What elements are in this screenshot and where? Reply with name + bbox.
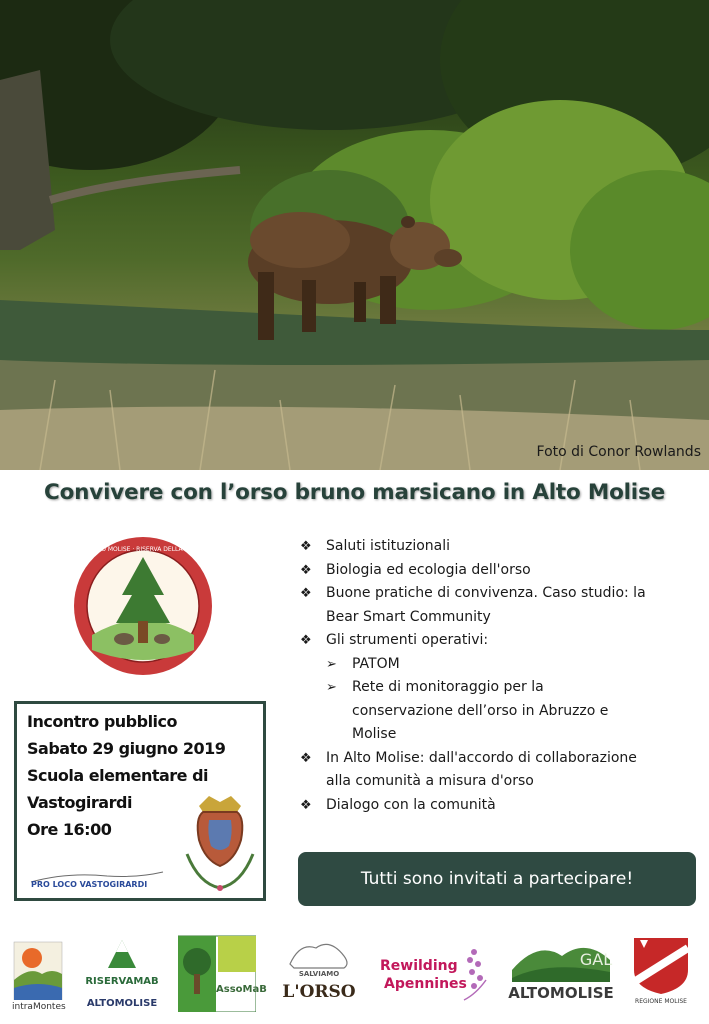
event-info-box — [14, 701, 266, 901]
agenda-item-text: Dialogo con la comunità — [326, 796, 496, 813]
proloco-text: PRO LOCO VASTOGIRARDI — [31, 880, 148, 889]
agenda-item — [300, 559, 531, 583]
arrow-bullet-icon: ➢ — [326, 680, 337, 695]
agenda-item — [300, 794, 496, 818]
rewilding-caption-bottom: Apennines — [384, 976, 467, 992]
riserva-mab-logo — [84, 934, 160, 1014]
gal-caption-top: GAL — [579, 950, 613, 969]
agenda-item — [300, 747, 637, 771]
photo-credit: Foto di Conor Rowlands — [536, 444, 701, 460]
info-line-type: Incontro pubblico — [27, 712, 178, 731]
info-line-date: Sabato 29 giugno 2019 — [27, 739, 226, 758]
agenda-subitem-continued: conservazione dell’orso in Abruzzo e — [352, 702, 609, 719]
regione-caption: REGIONE MOLISE — [635, 998, 687, 1005]
rewilding-caption-top: Rewilding — [380, 958, 458, 974]
invitation-banner: Tutti sono invitati a partecipare! — [298, 852, 696, 906]
rewilding-apennines-logo — [374, 934, 492, 1014]
riserva-caption-bottom: ALTOMOLISE — [86, 998, 158, 1009]
agenda-item — [300, 535, 450, 559]
agenda-item-text: Buone pratiche di convivenza. Caso studio: la — [326, 585, 646, 601]
assomab-caption: AssoMaB — [216, 984, 267, 995]
salviamo-caption-top: SALVIAMO — [298, 970, 340, 978]
salviamo-lorso-logo — [280, 934, 358, 1014]
bear-photo-illustration — [0, 0, 709, 470]
mab-seal-logo — [72, 535, 214, 677]
agenda-subitem — [326, 676, 544, 700]
diamond-bullet-icon: ❖ — [300, 797, 312, 813]
agenda-item-text: Saluti istituzionali — [326, 538, 451, 554]
intramontes-caption: intraMontes — [12, 1002, 66, 1012]
diamond-bullet-icon: ❖ — [300, 586, 312, 601]
page-title: Convivere con l’orso bruno marsicano in Alto Molise — [44, 480, 665, 505]
agenda-item — [300, 582, 646, 606]
assomab-logo — [178, 934, 267, 1014]
regione-molise-logo — [630, 934, 692, 1014]
diamond-bullet-icon: ❖ — [300, 750, 312, 766]
agenda-item-text: In Alto Molise: dall'accordo di collaborazione — [326, 749, 637, 766]
intramontes-logo — [12, 934, 64, 1014]
agenda-subitem-continued: Molise — [352, 726, 397, 742]
salviamo-caption-bottom: L'ORSO — [282, 982, 356, 1002]
agenda-item-continued: Bear Smart Community — [326, 608, 491, 625]
agenda-subitem — [326, 653, 400, 677]
agenda-item — [300, 629, 488, 653]
agenda-item-continued: alla comunità a misura d'orso — [326, 773, 534, 789]
arrow-bullet-icon: ➢ — [326, 656, 337, 672]
diamond-bullet-icon: ❖ — [300, 539, 312, 554]
agenda-subitem-text: Rete di monitoraggio per la — [352, 679, 544, 695]
info-line-place: Scuola elementare di — [27, 766, 209, 785]
info-line-town: Vastogirardi — [27, 793, 132, 812]
agenda-item-text: Biologia ed ecologia dell'orso — [326, 561, 531, 578]
diamond-bullet-icon: ❖ — [300, 562, 312, 578]
diamond-bullet-icon: ❖ — [300, 633, 312, 648]
agenda-item-text: Gli strumenti operativi: — [326, 632, 489, 648]
agenda-subitem-text: PATOM — [352, 655, 400, 672]
gal-caption-bottom: ALTOMOLISE — [508, 984, 614, 1002]
vastogirardi-coat-of-arms-icon — [179, 794, 261, 894]
bear-photo — [0, 0, 709, 470]
proloco-logo — [27, 868, 167, 890]
info-line-time: Ore 16:00 — [27, 820, 112, 839]
seal-text: MAB · ALTO MOLISE · RISERVA DELLA BIOSFERA — [72, 546, 214, 553]
riserva-caption-top: RISERVAMAB — [85, 976, 159, 987]
gal-altomolise-logo — [508, 934, 614, 1014]
